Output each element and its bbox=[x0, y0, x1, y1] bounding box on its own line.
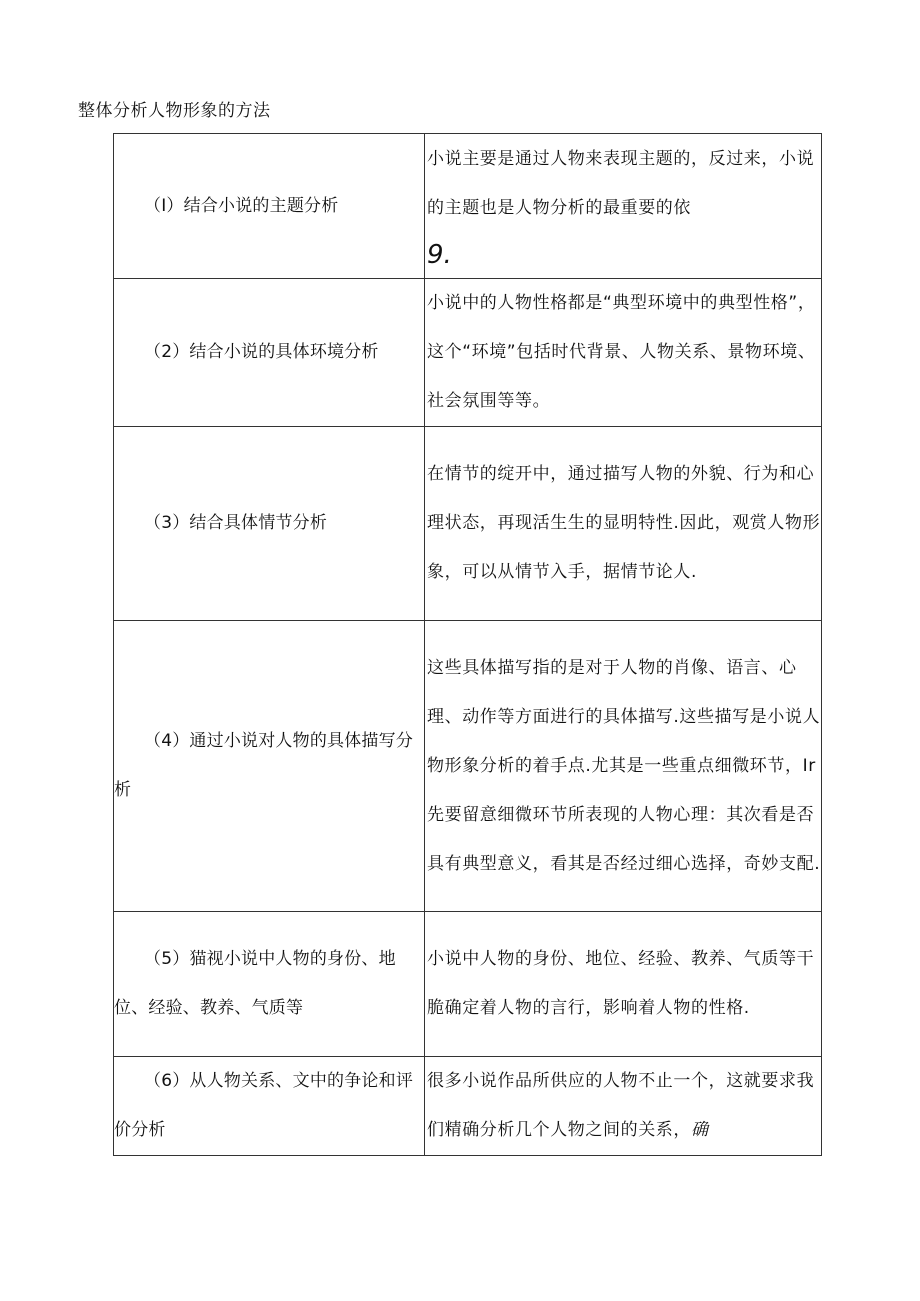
description-text: 在情节的绽开中，通过描写人物的外貌、行为和心理状态，再现活生生的显明特性.因此，观赏人物形象，可以从情节入手，据情节论人. bbox=[427, 464, 821, 582]
table-row bbox=[114, 621, 822, 912]
table-row bbox=[114, 427, 822, 621]
method-cell bbox=[114, 279, 425, 427]
description-suffix: 9. bbox=[427, 240, 452, 270]
analysis-methods-table bbox=[113, 133, 822, 1156]
description-cell bbox=[425, 1057, 822, 1156]
method-label: （6）从人物关系、文中的争论和评价分析 bbox=[114, 1071, 414, 1140]
description-cell bbox=[425, 621, 822, 912]
table-row bbox=[114, 134, 822, 279]
table-row bbox=[114, 279, 822, 427]
method-label: （4）通过小说对人物的具体描写分析 bbox=[114, 731, 414, 800]
description-cell bbox=[425, 134, 822, 279]
description-suffix: 确 bbox=[691, 1120, 709, 1140]
method-label: （5）猫视小说中人物的身份、地位、经验、教养、气质等 bbox=[114, 949, 396, 1018]
document-title: 整体分析人物形象的方法 bbox=[78, 101, 271, 121]
description-main: 很多小说作品所供应的人物不止一个，这就要求我们精确分析几个人物之间的关系， bbox=[427, 1071, 815, 1140]
method-cell bbox=[114, 621, 425, 912]
description-cell bbox=[425, 912, 822, 1057]
method-label: （I）结合小说的主题分析 bbox=[144, 195, 339, 216]
description-cell bbox=[425, 279, 822, 427]
method-cell bbox=[114, 912, 425, 1057]
table-row bbox=[114, 912, 822, 1057]
description-text bbox=[425, 1057, 821, 1155]
method-label: （3）结合具体情节分析 bbox=[144, 513, 328, 533]
description-text: 小说中人物的身份、地位、经验、教养、气质等干脆确定着人物的言行，影响着人物的性格. bbox=[427, 949, 815, 1018]
method-cell bbox=[114, 134, 425, 279]
description-text: 这些具体描写指的是对于人物的肖像、语言、心理、动作等方面进行的具体描写.这些描写是小说人物形象分析的着手点.尤其是一些重点细微环节，Ir先要留意细微环节所表现的人物心理：其次看是否具有典型意义，看其是否经过细心选择，奇妙支配. bbox=[427, 657, 821, 874]
description-text: 小说主要是通过人物来表现主题的，反过来，小说的主题也是人物分析的最重要的依 bbox=[427, 149, 815, 218]
method-cell bbox=[114, 427, 425, 621]
method-label: （2）结合小说的具体环境分析 bbox=[144, 342, 379, 362]
description-cell bbox=[425, 427, 822, 621]
method-cell bbox=[114, 1057, 425, 1156]
description-text: 小说中的人物性格都是“典型环境中的典型性格”，这个“环境”包括时代背景、人物关系、景物环境、社会氛围等等。 bbox=[427, 293, 816, 411]
table-row bbox=[114, 1057, 822, 1156]
